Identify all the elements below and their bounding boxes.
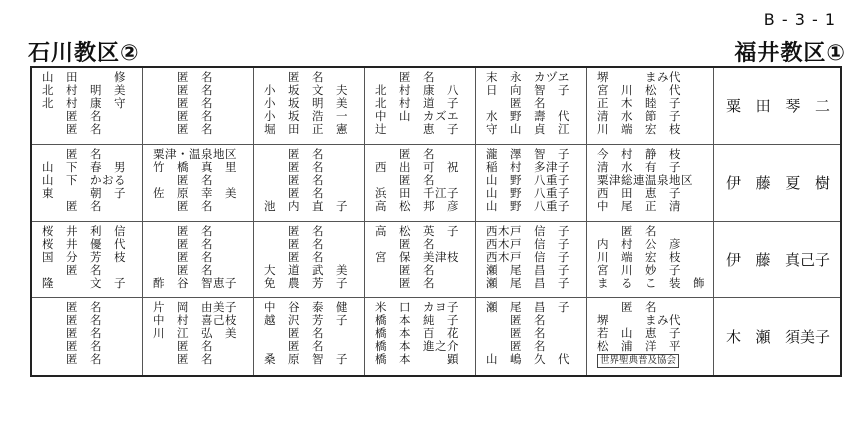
donor-name: 匿 名	[486, 313, 546, 328]
donor-name: 片 岡 由美子	[153, 300, 237, 315]
donor-name: 匿 名	[42, 262, 102, 277]
donor-name: 橋 本 百 花	[375, 326, 459, 341]
donor-name: 中 山 カズエ	[375, 109, 459, 123]
name-block	[254, 145, 365, 222]
leader-name-part: 伊	[726, 174, 742, 193]
name-block	[476, 68, 587, 145]
donor-name: 匿 名	[153, 249, 213, 264]
donor-name: 匿 名	[42, 122, 102, 136]
leader-name-part: 二	[814, 97, 830, 116]
name-block	[254, 68, 365, 145]
donor-name: 匿 名	[597, 300, 657, 315]
donor-name: 宮 川 妙 子	[597, 262, 681, 277]
donor-name: 中 尾 正 清	[597, 198, 681, 213]
donor-name: 匿 名	[153, 236, 213, 251]
donor-name: 池 内 直 子	[264, 198, 348, 213]
name-block	[365, 298, 476, 375]
name-block	[365, 68, 476, 145]
donor-name: 北 村 明 美	[42, 83, 126, 97]
donor-name: 川 江 弘 美	[153, 326, 237, 341]
donor-name: 匿 名	[42, 146, 102, 161]
donor-name: 東 朝 子	[42, 185, 126, 200]
donor-name: 匿 名	[375, 146, 435, 161]
donor-name: 北 村 道 子	[375, 96, 459, 110]
donor-name: 清 水 有 子	[597, 159, 681, 174]
donor-name: 山 野 八重子	[486, 198, 570, 213]
donor-name: 山 田 修	[42, 70, 126, 84]
name-block	[587, 68, 714, 145]
donor-name: 米 口 カヨ子	[375, 300, 459, 315]
donor-name: 橋 本 純 子	[375, 313, 459, 328]
donor-name: 匿 名	[153, 223, 213, 238]
leader-name-part: 粟	[726, 97, 742, 116]
donor-name: 匿 名	[264, 172, 324, 187]
leader-name	[714, 145, 840, 222]
donor-name: 匿 名	[42, 198, 102, 213]
donor-name: 免 農 芳 子	[264, 275, 348, 290]
donor-name: 辻 恵 子	[375, 122, 459, 136]
leader-name-part: 夏	[785, 174, 801, 193]
donor-name: 匿 名	[153, 70, 213, 84]
leader-name-part: 真己子	[784, 250, 830, 269]
donor-name: 西木戸 信 子	[486, 249, 570, 264]
donor-name: 匿 名	[42, 313, 102, 328]
donor-name: 匿 名	[264, 236, 324, 251]
donor-name: 匿 名	[597, 223, 657, 238]
donor-name: 守 山 貞 江	[486, 122, 570, 136]
name-block	[476, 222, 587, 299]
donor-name: 匿 名	[264, 70, 324, 84]
donor-name: 正 木 睦 子	[597, 96, 681, 110]
donor-name: 今 村 静 枝	[597, 146, 681, 161]
donor-name: 隆 文 子	[42, 275, 126, 290]
donor-name: 匿 名	[42, 339, 102, 354]
leader-name-part: 田	[755, 97, 771, 116]
name-block	[143, 298, 254, 375]
name-block	[587, 145, 714, 222]
donor-name: 山 野 八重子	[486, 172, 570, 187]
donor-name: 匿 名	[375, 172, 435, 187]
donor-name: 内 村 公 彦	[597, 236, 681, 251]
donor-name: 橋 本 顕	[375, 352, 459, 367]
donor-name: 松 浦 洋 平	[597, 339, 681, 354]
donor-name: 酢 谷 智恵子	[153, 275, 237, 290]
name-block	[587, 298, 714, 375]
name-block	[32, 68, 143, 145]
donor-name: 高 松 邦 彦	[375, 198, 459, 213]
name-block	[32, 145, 143, 222]
donor-name: 匿 名	[375, 236, 435, 251]
donor-name: 匿 名	[42, 326, 102, 341]
donor-name: 中 谷 泰 健	[264, 300, 348, 315]
donor-name: 小 坂 文 夫	[264, 83, 348, 97]
leader-name	[714, 68, 840, 145]
document-code: B - 3 - 1	[763, 10, 836, 29]
donor-name: 匿 名	[486, 96, 546, 110]
donor-name: 匿 名	[264, 146, 324, 161]
donor-name: 小 坂 明 美	[264, 96, 348, 110]
donor-name: 匿 名	[153, 339, 213, 354]
donor-name: 匿 名	[153, 83, 213, 97]
region-title-right: 福井教区①	[734, 41, 846, 66]
leader-column	[714, 68, 840, 375]
name-block	[587, 222, 714, 299]
donor-name: 匿 名	[264, 326, 324, 341]
organization-box: 世界聖典普及協会	[597, 354, 679, 368]
donor-name: 山 嶋 久 代	[486, 352, 570, 367]
donor-name: 竹 橋 真 里	[153, 159, 237, 174]
donor-name: 高 松 英 子	[375, 223, 459, 238]
name-block	[143, 145, 254, 222]
donor-name: 匿 名	[42, 300, 102, 315]
donor-name: 小 坂 浩 一	[264, 109, 348, 123]
donor-name: 匿 名	[264, 249, 324, 264]
name-block	[365, 145, 476, 222]
donor-name: 粟津・温泉地区	[153, 146, 237, 161]
donor-name: 匿 名	[486, 339, 546, 354]
donor-name: 山 下 春 男	[42, 159, 126, 174]
donor-name: 匿 名	[153, 96, 213, 110]
donor-name: 佐 原 幸 美	[153, 185, 237, 200]
donor-name: 西木戸 信 子	[486, 223, 570, 238]
donor-name: 匿 名	[375, 262, 435, 277]
name-block	[476, 298, 587, 375]
donor-name: 山 下 かおる	[42, 172, 126, 187]
donor-name: 匿 名	[153, 262, 213, 277]
donor-name: 匿 名	[42, 352, 102, 367]
donor-name: 西 田 恵 子	[597, 185, 681, 200]
donor-name: 匿 名	[264, 159, 324, 174]
leader-name-part: 樹	[814, 174, 830, 193]
donor-name: 匿 名	[153, 172, 213, 187]
donor-name: 若 山 恵 子	[597, 326, 681, 341]
donor-name: 川 端 宏 枝	[597, 122, 681, 136]
leader-name-part: 藤	[755, 174, 771, 193]
leader-name	[714, 222, 840, 299]
donor-name: 瀬 尾 昌 子	[486, 300, 570, 315]
donor-name: 匿 名	[264, 339, 324, 354]
donor-name: 浜 田 千江子	[375, 185, 459, 200]
name-block	[476, 145, 587, 222]
name-block	[32, 222, 143, 299]
donor-name: 匿 名	[153, 109, 213, 123]
donor-name: 粟津総連温泉地区	[597, 172, 693, 187]
leader-name-part: 伊	[726, 250, 742, 269]
region-title-left: 石川教区②	[28, 41, 140, 66]
donor-name: 匿 名	[486, 326, 546, 341]
donor-name: 宮 保 美津枝	[375, 249, 459, 264]
donor-name: 堀 田 正 憲	[264, 122, 348, 136]
donor-name: 末 永 カヅヱ	[486, 70, 570, 84]
donor-name: 北 村 康 守	[42, 96, 126, 110]
donor-name: ま る こ 装 飾	[597, 275, 705, 290]
leader-name-part: 瀬	[755, 328, 771, 347]
leader-name-part: 木	[726, 328, 742, 347]
name-block	[32, 298, 143, 375]
donor-name: 水 野 壽 代	[486, 109, 570, 123]
donor-name: 桜 井 利 信	[42, 223, 126, 238]
donor-name: 川 端 宏 枝	[597, 249, 681, 264]
name-block	[254, 298, 365, 375]
donor-name: 匿 名	[153, 122, 213, 136]
name-block	[254, 222, 365, 299]
donor-name: 橋 本 進之介	[375, 339, 459, 354]
donor-name: 稲 村 多津子	[486, 159, 570, 174]
leader-name-part: 藤	[755, 250, 771, 269]
donor-name: 桜 井 優 代	[42, 236, 126, 251]
donor-name: 中 村 喜己枝	[153, 313, 237, 328]
donor-name: 清 水 節 子	[597, 109, 681, 123]
donor-name: 匿 名	[264, 185, 324, 200]
name-block	[365, 222, 476, 299]
donor-name: 堺 まみ代	[597, 313, 681, 328]
donor-name: 瀧 澤 智 子	[486, 146, 570, 161]
donor-sheet	[30, 66, 842, 377]
donor-name: 匿 名	[153, 198, 213, 213]
name-block	[143, 222, 254, 299]
leader-name-part: 琴	[785, 97, 801, 116]
donor-name: 匿 名	[42, 109, 102, 123]
donor-name: 瀬 尾 昌 子	[486, 262, 570, 277]
donor-name: 瀬 尾 昌 子	[486, 275, 570, 290]
donor-name: 北 村 康 八	[375, 83, 459, 97]
donor-name: 越 沢 芳 子	[264, 313, 348, 328]
donor-name: 西木戸 信 子	[486, 236, 570, 251]
name-block	[143, 68, 254, 145]
donor-name: 大 道 武 美	[264, 262, 348, 277]
donor-name: 宮 川 松 代	[597, 83, 681, 97]
donor-name: 山 野 八重子	[486, 185, 570, 200]
leader-name-part: 須美子	[784, 328, 830, 347]
donor-name: 日 向 智 子	[486, 83, 570, 97]
donor-grid	[32, 68, 714, 375]
donor-name: 堺 まみ代	[597, 70, 681, 84]
donor-name: 西 出 可 祝	[375, 159, 459, 174]
donor-name: 匿 名	[264, 223, 324, 238]
donor-name: 桑 原 智 子	[264, 352, 348, 367]
donor-name: 匿 名	[375, 275, 435, 290]
donor-name: 匿 名	[375, 70, 435, 84]
donor-name: 国 分 芳 枝	[42, 249, 126, 264]
donor-name: 匿 名	[153, 352, 213, 367]
leader-name	[714, 298, 840, 375]
